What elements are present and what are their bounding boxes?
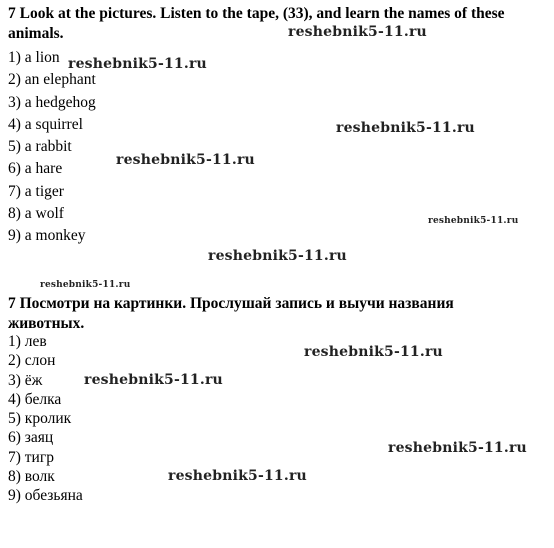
list-item: 2) an elephant — [8, 71, 96, 89]
watermark: reshebnik5-11.ru — [40, 280, 131, 290]
list-item: 9) обезьяна — [8, 487, 83, 505]
watermark: reshebnik5-11.ru — [116, 152, 255, 168]
list-item: 6) заяц — [8, 429, 54, 447]
list-item: 3) a hedgehog — [8, 93, 96, 111]
list-item: 2) слон — [8, 352, 56, 370]
watermark: reshebnik5-11.ru — [388, 440, 527, 456]
russian-animal-list — [8, 332, 83, 506]
list-item: 9) a monkey — [8, 227, 86, 245]
english-animal-list — [8, 47, 96, 248]
english-heading: 7 Look at the pictures. Listen to the tape, (33), and learn the names of these animals. — [8, 5, 505, 42]
watermark: reshebnik5-11.ru — [208, 248, 347, 264]
list-item: 3) ёж — [8, 371, 43, 389]
watermark: reshebnik5-11.ru — [336, 120, 475, 136]
watermark: reshebnik5-11.ru — [304, 344, 443, 360]
list-item: 7) a tiger — [8, 182, 64, 200]
watermark: reshebnik5-11.ru — [168, 468, 307, 484]
russian-heading: 7 Посмотри на картинки. Прослушай запись и выучи названия животных. — [8, 295, 454, 332]
watermark: reshebnik5-11.ru — [288, 24, 427, 40]
list-item: 8) волк — [8, 468, 55, 486]
list-item: 8) a wolf — [8, 205, 64, 223]
list-item: 5) a rabbit — [8, 138, 72, 156]
list-item: 1) лев — [8, 333, 47, 350]
watermark: reshebnik5-11.ru — [428, 216, 519, 226]
watermark: reshebnik5-11.ru — [84, 372, 223, 388]
list-item: 7) тигр — [8, 448, 54, 466]
watermark: reshebnik5-11.ru — [68, 56, 207, 72]
list-item: 1) a lion — [8, 49, 60, 66]
list-item: 4) белка — [8, 390, 62, 408]
list-item: 5) кролик — [8, 410, 72, 428]
list-item: 6) a hare — [8, 160, 63, 178]
list-item: 4) a squirrel — [8, 115, 83, 133]
